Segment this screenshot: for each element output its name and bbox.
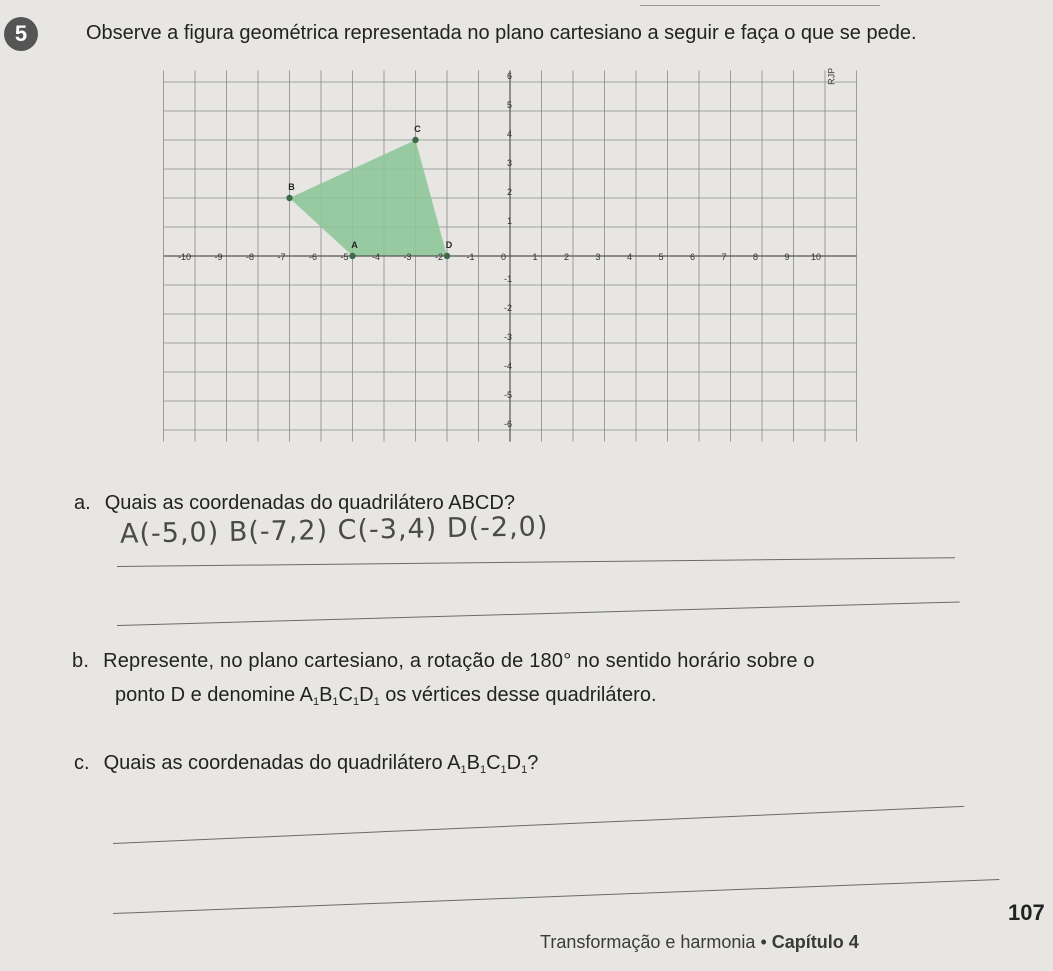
vertex-d-dot xyxy=(444,253,450,259)
vertex-d1: $D_1$ xyxy=(359,684,380,708)
x-tick-label: -4 xyxy=(371,252,380,262)
question-statement: Observe a figura geométrica representada no plano cartesiano a seguir e faça o que se pede. xyxy=(86,22,917,44)
x-tick-label: 1 xyxy=(532,252,538,262)
answer-line-a1 xyxy=(117,557,955,567)
x-tick-label: 8 xyxy=(752,252,758,262)
vertex-a1: $A_1$ xyxy=(299,684,320,708)
item-b-line1 xyxy=(72,650,815,673)
vertex-d1-c: $D_1$ xyxy=(506,752,528,776)
x-tick-label: 9 xyxy=(784,252,790,262)
item-a-letter: a. xyxy=(74,492,91,514)
footer-text: Transformação e harmonia xyxy=(540,932,756,952)
x-tick-label: 7 xyxy=(721,252,727,262)
vertex-b-dot xyxy=(286,195,292,201)
x-tick-label: 5 xyxy=(658,252,664,262)
item-c xyxy=(74,752,538,776)
y-tick-label: 5 xyxy=(506,100,512,110)
top-rule xyxy=(640,5,880,6)
answer-line-a2 xyxy=(117,601,960,626)
item-b-text-start: ponto D e denomine xyxy=(115,684,296,706)
vertex-b-label: B xyxy=(288,182,295,192)
vertex-b1-c: $B_1$ xyxy=(466,752,487,776)
x-tick-label: -5 xyxy=(340,252,349,262)
item-c-text: Quais as coordenadas do quadrilátero xyxy=(103,752,443,774)
x-tick-label: -1 xyxy=(466,252,475,262)
item-c-qmark: ? xyxy=(527,752,539,774)
y-tick-labels xyxy=(504,71,512,429)
y-tick-label: -6 xyxy=(503,419,512,429)
footer-bullet: • xyxy=(760,932,767,952)
vertex-c1: $C_1$ xyxy=(338,684,360,708)
question-number-badge: 5 xyxy=(4,17,38,51)
x-tick-label: 4 xyxy=(626,252,632,262)
y-tick-label: 1 xyxy=(506,216,512,226)
x-tick-label: -8 xyxy=(245,252,254,262)
answer-line-c1 xyxy=(113,806,964,844)
vertex-c1-c: $C_1$ xyxy=(486,752,507,776)
vertex-c-label: C xyxy=(414,124,421,134)
quadrilateral-abcd xyxy=(290,140,448,256)
y-tick-label: -1 xyxy=(503,274,512,284)
x-tick-label: -9 xyxy=(214,252,223,262)
cartesian-plane xyxy=(160,68,860,448)
x-tick-label: -7 xyxy=(277,252,286,262)
item-a-text: Quais as coordenadas do quadrilátero ABCD? xyxy=(104,492,515,514)
x-tick-label: -2 xyxy=(434,252,443,262)
footer xyxy=(540,932,859,953)
item-b-line2 xyxy=(115,684,657,708)
y-tick-label: -5 xyxy=(503,390,512,400)
x-tick-label: 10 xyxy=(810,252,821,262)
vertex-d-label: D xyxy=(445,240,453,250)
y-tick-label: -4 xyxy=(503,361,512,371)
x-tick-labels xyxy=(178,252,821,262)
item-b-text: Represente, no plano cartesiano, a rotação de 180° no sentido horário sobre o xyxy=(103,650,815,672)
y-tick-label: -3 xyxy=(503,332,512,342)
x-tick-label: 0 xyxy=(500,252,506,262)
y-tick-label: 6 xyxy=(506,71,512,81)
footer-chapter: Capítulo 4 xyxy=(771,932,859,952)
side-label: RJP xyxy=(826,68,837,85)
x-tick-label: -3 xyxy=(403,252,412,262)
item-a-handwritten-answer: A(-5,0) B(-7,2) C(-3,4) D(-2,0) xyxy=(119,511,549,550)
item-a xyxy=(74,492,515,515)
x-tick-label: 2 xyxy=(563,252,569,262)
y-tick-label: 2 xyxy=(506,187,512,197)
vertex-a-label: A xyxy=(351,240,358,250)
vertex-a1-c: $A_1$ xyxy=(447,752,467,776)
vertex-b1: $B_1$ xyxy=(319,684,339,708)
y-tick-label: 3 xyxy=(506,158,512,168)
y-tick-label: -2 xyxy=(503,303,512,313)
item-c-letter: c. xyxy=(74,752,90,774)
x-tick-label: 3 xyxy=(595,252,601,262)
x-tick-label: -10 xyxy=(177,252,191,262)
vertex-a-dot xyxy=(349,253,355,259)
x-tick-label: 6 xyxy=(689,252,695,262)
answer-line-c2 xyxy=(113,879,999,914)
x-tick-label: -6 xyxy=(308,252,317,262)
page-number: 107 xyxy=(1008,900,1045,925)
y-tick-label: 4 xyxy=(506,129,512,139)
item-b-text-end: os vértices desse quadrilátero. xyxy=(385,684,657,706)
vertex-c-dot xyxy=(412,137,418,143)
item-b-letter: b. xyxy=(72,650,90,672)
